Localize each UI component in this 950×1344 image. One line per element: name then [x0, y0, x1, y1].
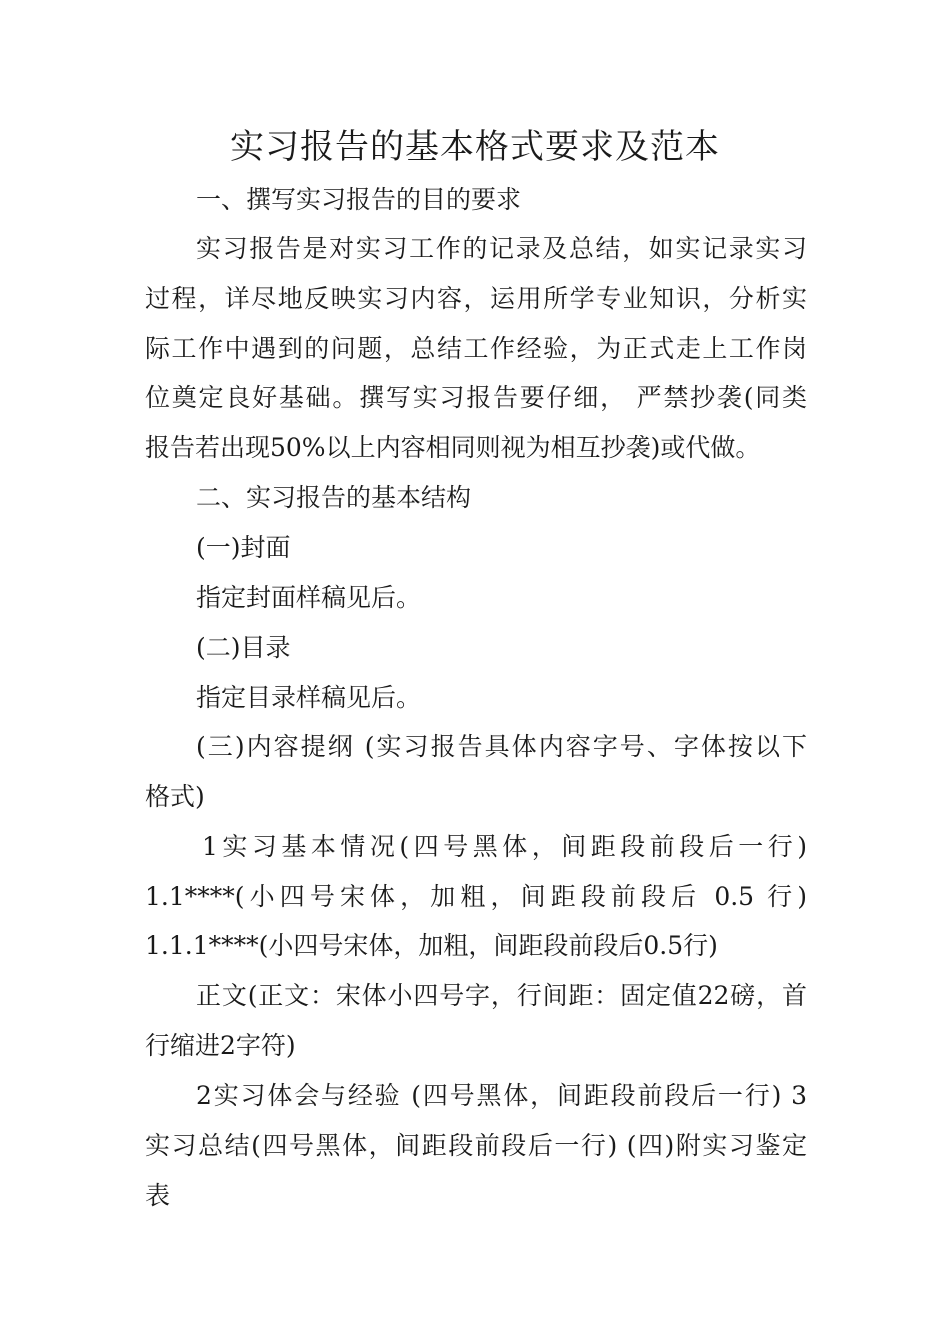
- section-heading-1: 一、撰写实习报告的目的要求: [196, 185, 522, 214]
- paragraph-line: 报告若出现50%以上内容相同则视为相互抄袭)或代做。: [145, 433, 761, 462]
- subheading-toc: (二)目录: [196, 633, 291, 662]
- paragraph-line: 位奠定良好基础。撰写实习报告要仔细， 严禁抄袭(同类: [145, 383, 807, 412]
- outline-line: 1实习基本情况(四号黑体，间距段前段后一行): [202, 832, 807, 861]
- paragraph-line: 实习报告是对实习工作的记录及总结，如实记录实习: [196, 234, 807, 263]
- paragraph-line: 正文(正文：宋体小四号字，行间距：固定值22磅，首: [196, 981, 807, 1010]
- paragraph-line: 指定目录样稿见后。: [196, 683, 422, 712]
- paragraph-line: 实习总结(四号黑体，间距段前段后一行) (四)附实习鉴定: [145, 1131, 807, 1160]
- paragraph-line: 际工作中遇到的问题，总结工作经验，为正式走上工作岗: [145, 334, 807, 363]
- paragraph-line: 2实习体会与经验 (四号黑体，间距段前段后一行) 3: [196, 1081, 807, 1110]
- paragraph-line: 表: [145, 1181, 171, 1210]
- section-heading-2: 二、实习报告的基本结构: [196, 483, 472, 512]
- paragraph-line: 行缩进2字符): [145, 1031, 296, 1060]
- document-title: 实习报告的基本格式要求及范本: [230, 127, 720, 167]
- subheading-cover: (一)封面: [196, 533, 291, 562]
- paragraph-line: 指定封面样稿见后。: [196, 583, 422, 612]
- paragraph-line: 过程，详尽地反映实习内容，运用所学专业知识，分析实: [145, 284, 807, 313]
- subheading-outline: (三)内容提纲 (实习报告具体内容字号、字体按以下: [196, 732, 807, 761]
- paragraph-line: 格式): [145, 782, 205, 811]
- outline-line: 1.1****(小四号宋体，加粗，间距段前段后 0.5 行): [145, 882, 807, 911]
- outline-line: 1.1.1****(小四号宋体，加粗，间距段前段后0.5行): [145, 931, 718, 960]
